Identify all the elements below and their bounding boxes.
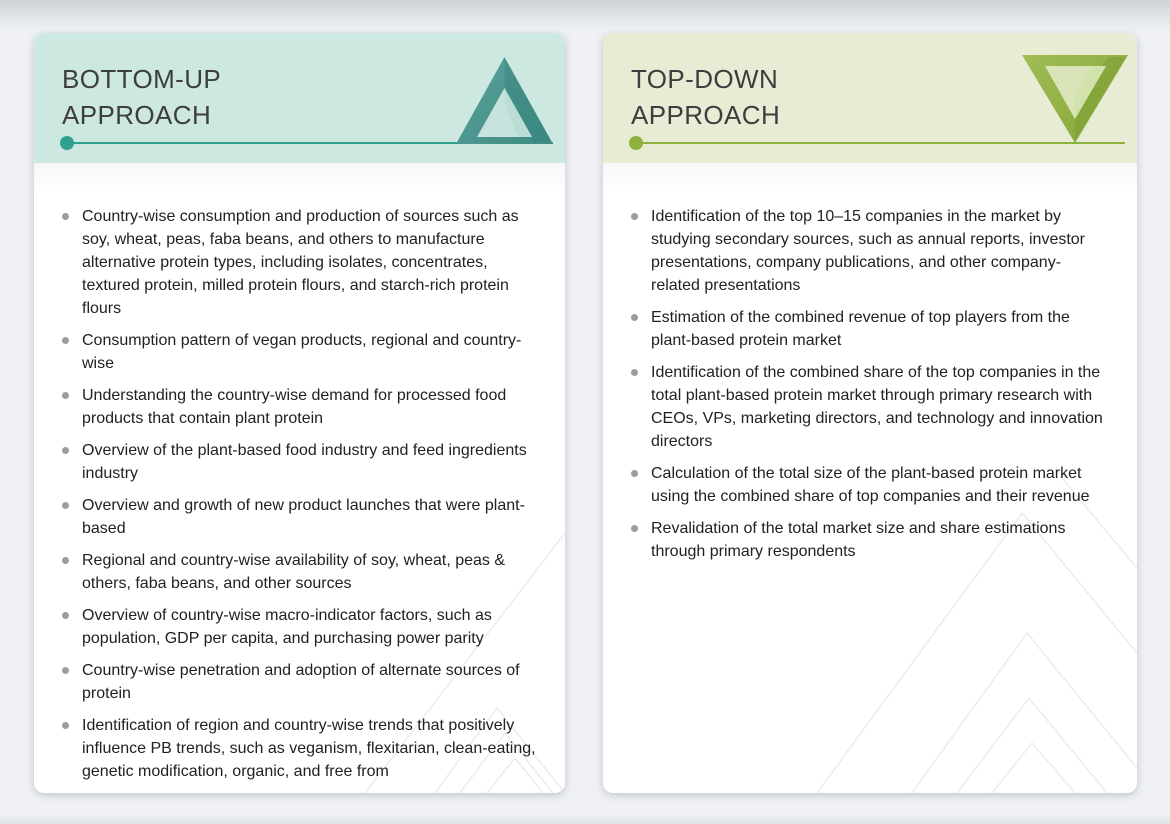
list-item	[62, 549, 537, 595]
bullet-text: Consumption pattern of vegan products, regional and country-wise	[82, 332, 522, 372]
accent-dot	[60, 136, 74, 150]
list-item	[62, 384, 537, 430]
bullet-text: Regional and country-wise availability of soy, wheat, peas & others, faba beans, and other sources	[82, 552, 506, 592]
bullet-icon	[62, 213, 69, 220]
list-item	[631, 462, 1109, 508]
list-item	[62, 714, 537, 783]
bullet-list	[631, 205, 1109, 563]
accent-dot	[629, 136, 643, 150]
bullet-text: Estimation of the combined revenue of top players from the plant-based protein market	[651, 309, 1070, 349]
page-bottom-shadow	[0, 814, 1170, 824]
bullet-icon	[62, 392, 69, 399]
panel-header	[603, 33, 1137, 163]
list-item	[631, 205, 1109, 297]
bullet-text: Identification of region and country-wise trends that positively influence PB trends, such as veganism, flexitarian, clean-eating, genetic modification, organic, and free from	[82, 717, 536, 780]
bullet-text: Understanding the country-wise demand for processed food products that contain plant protein	[82, 387, 507, 427]
list-item	[62, 604, 537, 650]
panel-title	[62, 61, 221, 133]
bullet-icon	[62, 722, 69, 729]
panel-body	[34, 163, 565, 793]
bullet-icon	[62, 612, 69, 619]
bullet-text: Overview of the plant-based food industry and feed ingredients industry	[82, 442, 527, 482]
bullet-icon	[631, 369, 638, 376]
bullet-icon	[631, 525, 638, 532]
list-item	[62, 329, 537, 375]
list-item	[631, 361, 1109, 453]
panel-body	[603, 163, 1137, 793]
page-top-shadow	[0, 0, 1170, 30]
bullet-icon	[631, 314, 638, 321]
panel-title-line1: BOTTOM-UP	[62, 64, 222, 94]
bullet-icon	[631, 213, 638, 220]
bullet-text: Revalidation of the total market size and share estimations through primary respondents	[651, 520, 1066, 560]
bullet-icon	[62, 557, 69, 564]
panel-title-line2: APPROACH	[631, 100, 781, 130]
bullet-icon	[631, 470, 638, 477]
panel-title-line1: TOP-DOWN	[631, 64, 779, 94]
panel-header	[34, 33, 565, 163]
bullet-text: Overview of country-wise macro-indicator factors, such as population, GDP per capita, and purchasing power parity	[82, 607, 492, 647]
list-item	[62, 494, 537, 540]
bullet-text: Country-wise consumption and production of sources such as soy, wheat, peas, faba beans, and others to manufacture alternative protein types, including isolates, concentrates, textured protein, milled protein flours, and starch-rich protein flours	[82, 208, 519, 317]
bullet-icon	[62, 447, 69, 454]
bullet-text: Identification of the combined share of the top companies in the total plant-based protein market through primary research with CEOs, VPs, marketing directors, and technology and innovation directors	[651, 364, 1103, 450]
bullet-text: Country-wise penetration and adoption of alternate sources of protein	[82, 662, 520, 702]
bullet-text: Identification of the top 10–15 companies in the market by studying secondary sources, such as annual reports, investor presentations, company publications, and other company-related presentations	[651, 208, 1086, 294]
triangle-up-icon	[456, 57, 553, 144]
list-item	[62, 659, 537, 705]
list-item	[62, 205, 537, 320]
panel-bottom-up-approach	[34, 33, 565, 793]
bullet-text: Calculation of the total size of the plant-based protein market using the combined share of top companies and their revenue	[651, 465, 1090, 505]
panel-title	[631, 61, 780, 133]
list-item	[631, 517, 1109, 563]
panel-title-line2: APPROACH	[62, 100, 212, 130]
bullet-text: Overview and growth of new product launches that were plant-based	[82, 497, 525, 537]
bullet-icon	[62, 667, 69, 674]
bullet-list	[62, 205, 537, 783]
bullet-icon	[62, 337, 69, 344]
bullet-icon	[62, 502, 69, 509]
triangle-down-icon	[1022, 55, 1128, 143]
list-item	[631, 306, 1109, 352]
panel-top-down-approach	[603, 33, 1137, 793]
list-item	[62, 439, 537, 485]
